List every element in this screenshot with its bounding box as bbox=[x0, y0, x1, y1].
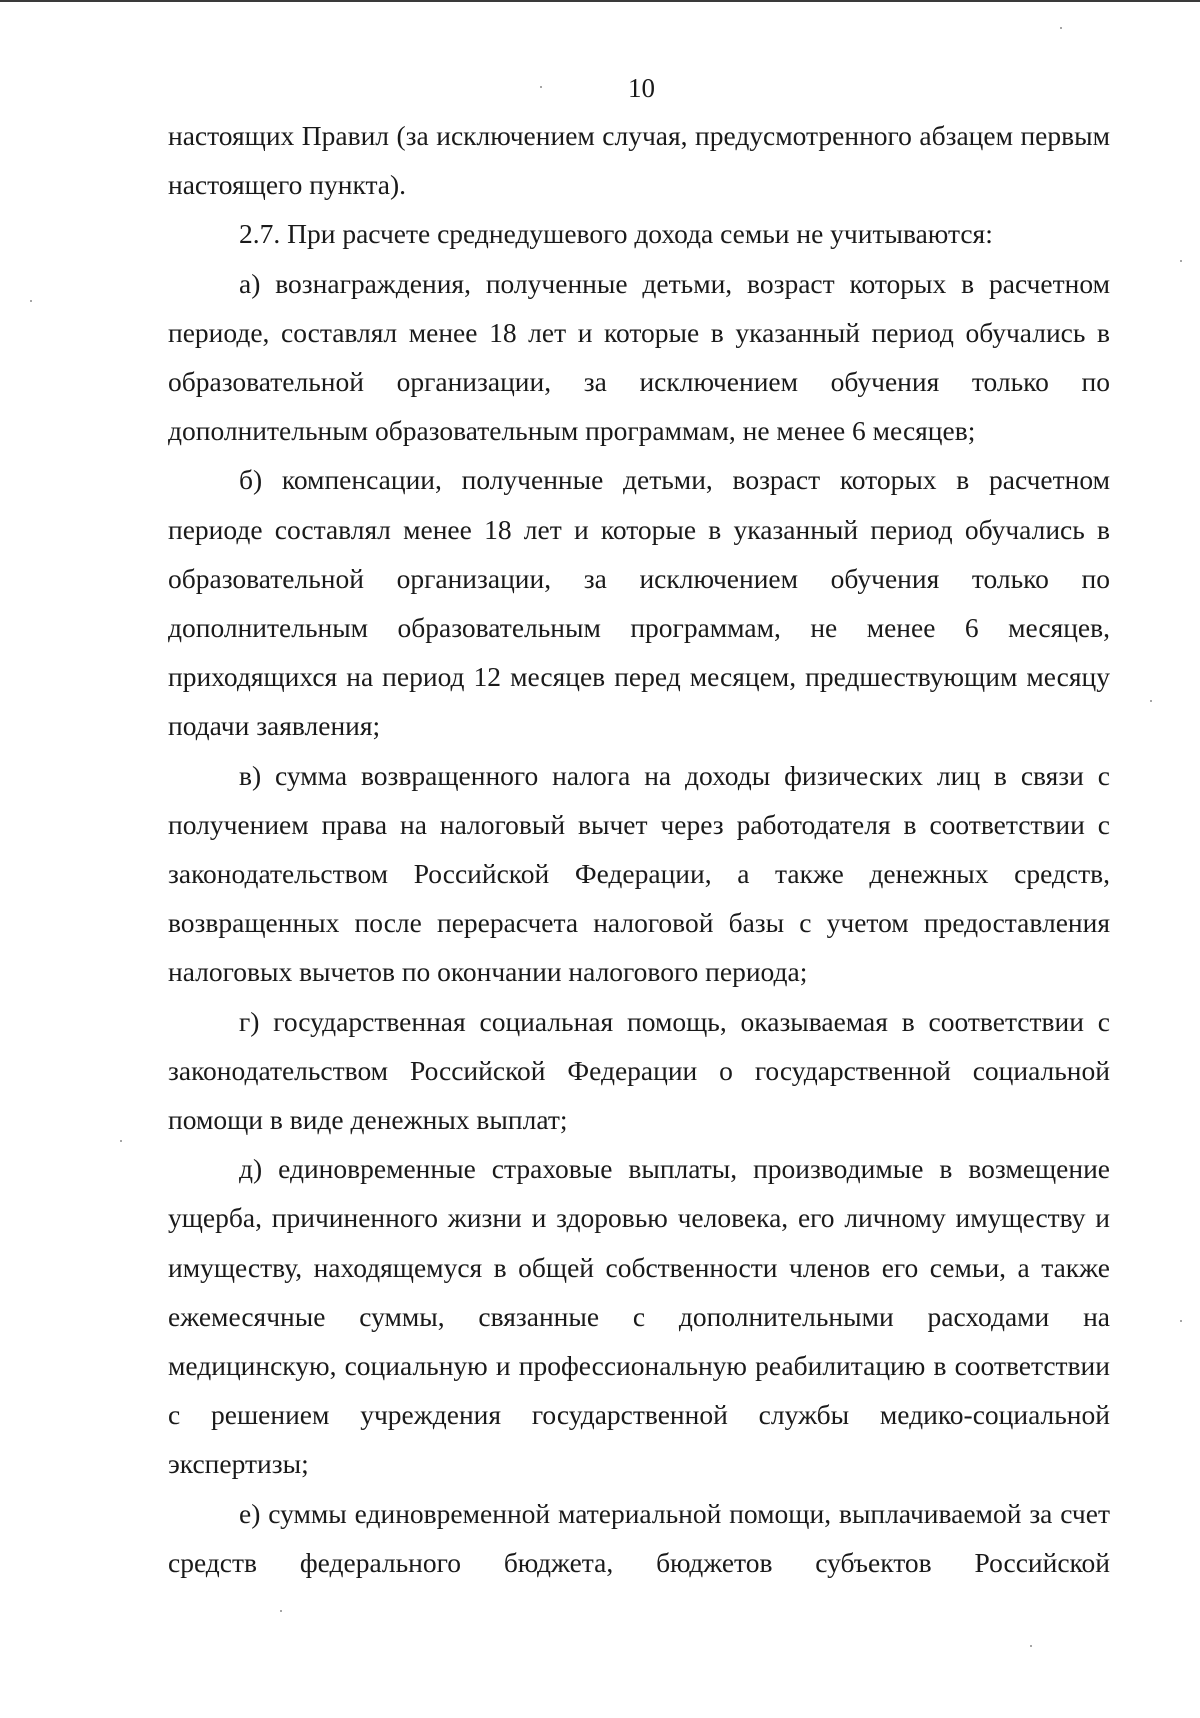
paragraph-item-a: а) вознаграждения, полученные детьми, возраст которых в расчетном периоде, составлял менее 18 лет и которые в указанный период обучались в образовательной организации, за исключением обучения только по дополнительным образовательным программам, не менее 6 месяцев; bbox=[168, 267, 1110, 447]
scan-speck bbox=[30, 300, 32, 302]
scan-speck bbox=[1060, 27, 1062, 29]
paragraph-item-v: в) сумма возвращенного налога на доходы физических лиц в связи с получением права на налоговый вычет через работодателя в соответствии с законодательством Российской Федерации, а также денежных средств, возвращенных после перерасчета налоговой базы с учетом предоставления налоговых вычетов по окончании налогового периода; bbox=[168, 759, 1110, 988]
paragraph-item-g: г) государственная социальная помощь, оказываемая в соответствии с законодательством Российской Федерации о государственной социальной помощи в виде денежных выплат; bbox=[168, 1005, 1110, 1136]
scan-speck bbox=[1180, 260, 1182, 262]
page-number: 10 bbox=[628, 73, 655, 103]
scan-speck bbox=[1150, 700, 1152, 702]
scan-speck bbox=[540, 86, 542, 88]
paragraph-item-e: е) суммы единовременной материальной помощи, выплачиваемой за счет средств федерального бюджета, бюджетов субъектов Российской bbox=[168, 1497, 1110, 1578]
paragraph-continuation: настоящих Правил (за исключением случая, предусмотренного абзацем первым настоящего пункта). bbox=[168, 120, 1110, 201]
document-body bbox=[168, 111, 1110, 1587]
scan-speck bbox=[1180, 1320, 1182, 1322]
paragraph-2-7-heading: 2.7. При расчете среднедушевого дохода семьи не учитываются: bbox=[239, 218, 993, 250]
scan-speck bbox=[280, 1610, 282, 1612]
scan-top-edge bbox=[0, 0, 1200, 2]
scan-speck bbox=[1030, 1645, 1032, 1647]
paragraph-item-d: д) единовременные страховые выплаты, производимые в возмещение ущерба, причиненного жизни и здоровью человека, его личному имуществу и имуществу, находящемуся в общей собственности членов его семьи, а также ежемесячные суммы, связанные с дополнительными расходами на медицинскую, социальную и профессиональную реабилитацию в соответствии с решением учреждения государственной службы медико-социальной экспертизы; bbox=[168, 1153, 1110, 1480]
scan-speck bbox=[120, 1140, 122, 1142]
paragraph-item-b: б) компенсации, полученные детьми, возраст которых в расчетном периоде составлял менее 18 лет и которые в указанный период обучались в образовательной организации, за исключением обучения только по дополнительным образовательным программам, не менее 6 месяцев, приходящихся на период 12 месяцев перед месяцем, предшествующим месяцу подачи заявления; bbox=[168, 464, 1110, 742]
